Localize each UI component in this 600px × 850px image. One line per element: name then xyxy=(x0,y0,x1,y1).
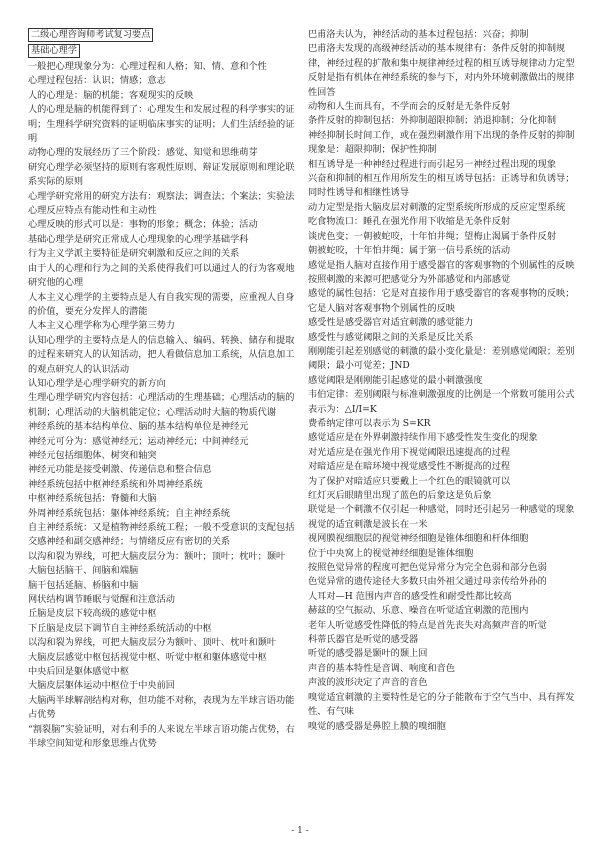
paragraph-line: 心理学研究常用的研究方法有：观察法；调查法；个案法；实验法 xyxy=(28,190,295,202)
paragraph-line: 大脑两半球解剖结构对称，但功能不对称，表现为左半球言语功能占优势 xyxy=(28,694,295,721)
paragraph-line: 科蒂氏器官是听觉的感受器 xyxy=(308,634,419,646)
paragraph-line: 人本主义心理学的主要特点是人有自我实现的需要，应重视人自身的价值，要充分发挥人的潜能 xyxy=(28,291,295,317)
paragraph-line: 研究心理学必须坚持的原则有客观性原则、辩证发展原则和理论联系实际的原则 xyxy=(28,161,295,188)
paragraph-line: 感觉适应是在外界刺激持续作用下感受性发生变化的现象 xyxy=(308,432,538,444)
paragraph-line: 对光适应是在强光作用下视觉阈限迅速提高的过程 xyxy=(308,446,511,458)
paragraph-line: 外周神经系统包括：躯体神经系统；自主神经系统 xyxy=(28,507,231,519)
paragraph-line: 感觉的属性包括：它是对直接作用于感受器官的客观事物的反映；它是人脑对客观事物个别属性的反映 xyxy=(308,288,575,314)
paragraph-line: 脑干包括延脑、桥脑和中脑 xyxy=(28,579,139,591)
paragraph-line: 由于人的心理和行为之间的关系使得我们可以通过人的行为客观地研究他的心理 xyxy=(28,262,295,289)
paragraph-line: 色觉异常的遗传途径大多数只由外祖父通过母亲传给外孙的 xyxy=(308,576,547,588)
paragraph-line: 认知心理学的主要特点是人的信息输入、编码、转换、储存和提取的过程来研究人的认知活动，把人看做信息加工系统，从信息加工的观点研究人的认识活动 xyxy=(28,334,295,375)
right-paragraphs xyxy=(308,28,576,734)
paragraph-line: 以沟和裂为界线，可把大脑皮层分为：额叶；顶叶；枕叶；颞叶 xyxy=(28,550,286,562)
paragraph-line: 声音的基本特性是音调、响度和音色 xyxy=(308,662,455,674)
paragraph-line: 兴奋和抑制的相互作用所发生的相互诱导包括：正诱导和负诱导；同时性诱导和相继性诱导 xyxy=(308,173,575,199)
section-heading: 基础心理学 xyxy=(28,44,80,58)
paragraph-line: 神经系统包括中枢神经系统和外周神经系统 xyxy=(28,478,203,490)
document-title: 二级心理咨询师考试复习要点 xyxy=(28,28,153,42)
paragraph-line: 感受性是感受器官对适宜刺激的感觉能力 xyxy=(308,317,474,329)
paragraph-line: 心理反应特点有能动性和主动性 xyxy=(28,205,157,217)
paragraph-line: 费希纳定律可以表示为 S=KR xyxy=(308,417,431,429)
paragraph-line: 神经系统的基本结构单位、脑的基本结构单位是神经元 xyxy=(28,421,249,433)
paragraph-line: 听觉的感受器是颞叶的颞上回 xyxy=(308,648,428,660)
paragraph-line: 巴甫洛夫发现的高级神经活动的基本规律有：条件反射的抑制规律，神经过程的扩散和集中规律神经过程的相互诱导规律动力定型反射是指有机体在神经系统的参与下，对内外环境刺激做出的规律性回答 xyxy=(308,43,575,98)
paragraph-line: 生理心理学研究内容包括：心理活动的生理基础；心理活动的脑的机制；心理活动的大脑机能定位；心理活动时大脑的物质代谢 xyxy=(28,392,295,418)
paragraph-line: 中枢神经系统包括：脊髓和大脑 xyxy=(28,493,157,505)
paragraph-line: 联觉是一个刺激不仅引起一种感觉，同时还引起另一种感觉的现象 xyxy=(308,504,575,516)
page-number: - 1 - xyxy=(291,826,309,836)
section-heading-line xyxy=(28,44,296,60)
paragraph-line: 人的心理是脑的机能得到了：心理发生和发展过程的科学事实的证明；生理科学研究资料的证明临床事实的证明；人们生活经验的证明 xyxy=(28,104,295,145)
paragraph-line: 大脑皮层躯体运动中枢位于中央前回 xyxy=(28,680,175,692)
paragraph-line: “割裂脑”实验证明，对右利手的人来说左半球言语功能占优势，右半球空间知觉和形象思维占优势 xyxy=(28,723,295,750)
paragraph-line: 相互诱导是一种神经过程进行而引起另一神经过程出现的现象 xyxy=(308,158,557,170)
document-title-line xyxy=(28,28,296,44)
paragraph-line: 网状结构调节睡眠与觉醒和注意活动 xyxy=(28,594,175,606)
paragraph-line: 下丘脑是皮层下调节自主神经系统活动的中枢 xyxy=(28,622,212,634)
paragraph-line: 神经元可分为：感觉神经元；运动神经元；中间神经元 xyxy=(28,435,249,447)
paragraph-line: 一般把心理现象分为：心理过程和人格；知、情、意和个性 xyxy=(28,61,267,72)
paragraph-line: 韦伯定律：差别阈限与标准刺激强度的比例是一个常数可能用公式表示为：△I/I=K xyxy=(308,389,575,415)
paragraph-line: 神经元包括细胞体、树突和轴突 xyxy=(28,449,157,461)
paragraph-line: 大脑皮层感觉中枢包括视觉中枢、听觉中枢和躯体感觉中枢 xyxy=(28,651,267,663)
paragraph-line: 吃食物流口：睡孔在强光作用下收缩是无条件反射 xyxy=(308,216,511,228)
paragraph-line: 丘脑是皮层下较高级的感觉中枢 xyxy=(28,608,157,620)
paragraph-line: 中央后回是躯体感觉中枢 xyxy=(28,666,130,678)
paragraph-line: 神经元功能是接受刺激、传递信息和整合信息 xyxy=(28,464,212,476)
paragraph-line: 声波的波形决定了声音的音色 xyxy=(308,677,428,689)
paragraph-line: 对暗适应是在暗环境中视觉感受性不断提高的过程 xyxy=(308,461,511,473)
paragraph-line: 感觉是指人脑对直接作用于感受器官的客观事物的个别属性的反映 xyxy=(308,259,575,271)
right-column xyxy=(308,28,576,734)
paragraph-line: 老年人听觉感受性降低的特点是首先丧失对高频声音的听觉 xyxy=(308,619,547,631)
paragraph-line: 嗅觉的感受器是鼻腔上膜的嗅细胞 xyxy=(308,720,446,732)
paragraph-line: 红灯灭后眼睛里出现了蓝色的后象这是负后象 xyxy=(308,490,492,501)
left-paragraphs xyxy=(28,60,296,752)
paragraph-line: 大脑包括脑干、间脑和端脑 xyxy=(28,565,139,577)
paragraph-line: 动物心理的发展经历了三个阶段：感觉、知觉和思维萌芽 xyxy=(28,147,258,159)
paragraph-line: 人耳对—H 范围内声音的感受性和耐受性都比较高 xyxy=(308,590,512,602)
paragraph-line: 神经抑制长时间工作，或在强烈刺激作用下出现的条件反射的抑制现象是：超限抑制；保护性抑制 xyxy=(308,129,575,156)
paragraph-line: 自主神经系统：又是植物神经系统工程；一般不受意识的支配包括交感神经和副交感神经；与情绪反应有密切的关系 xyxy=(28,522,295,548)
paragraph-line: 为了保护对暗适应只要戴上一个红色的眼镜就可以 xyxy=(308,475,511,487)
paragraph-line: 心理过程包括：认识；情感；意志 xyxy=(28,75,166,87)
paragraph-line: 感觉阈限是刚刚能引起感觉的最小刺激强度 xyxy=(308,374,483,386)
paragraph-line: 基础心理学是研究正常成人心理现象的心理学基础学科 xyxy=(28,233,249,245)
paragraph-line: 心理反映的形式可以是：事物的形象；概念；体验；活动 xyxy=(28,219,258,231)
paragraph-line: 嗅觉适宜刺激的主要特性是它的分子能散布于空气当中、具有挥发性、有气味 xyxy=(308,691,575,718)
paragraph-line: 视网膜视细胞层的视觉神经细胞是锥体细胞和杆体细胞 xyxy=(308,533,529,545)
paragraph-line: 以沟和裂为界线，可把大脑皮层分为额叶、顶叶、枕叶和颞叶 xyxy=(28,637,277,649)
paragraph-line: 巴甫洛夫认为，神经活动的基本过程包括：兴奋；抑制 xyxy=(308,29,529,40)
paragraph-line: 谈虎色变；一朝被蛇咬，十年怕井绳；望梅止渴属于条件反射 xyxy=(308,230,557,242)
paragraph-line: 行为主义学派主要特征是研究刺激和反应之间的关系 xyxy=(28,248,240,260)
paragraph-line: 认知心理学是心理学研究的新方向 xyxy=(28,377,166,389)
paragraph-line: 赫兹的空气振动、乐意、噪音在听觉适宜刺激的范围内 xyxy=(308,605,529,617)
paragraph-line: 人的心理是：脑的机能；客观现实的反映 xyxy=(28,89,194,101)
paragraph-line: 刚刚能引起差别感觉的刺激的最小变化量是：差别感觉阈限；差别阈限；最小可觉差；JND xyxy=(308,345,575,372)
left-column xyxy=(28,28,296,752)
paragraph-line: 动物和人生而具有，不学而会的反射是无条件反射 xyxy=(308,101,511,113)
paragraph-line: 按照色觉异常的程度可把色觉异常分为完全色弱和部分色弱 xyxy=(308,562,547,574)
paragraph-line: 动力定型是指大脑皮层对刺激的定型系统所形成的反应定型系统 xyxy=(308,201,566,213)
paragraph-line: 按照刺激的来源可把感觉分为外部感觉和内部感觉 xyxy=(308,273,511,285)
paragraph-line: 位于中央窝上的视觉神经细胞是锥体细胞 xyxy=(308,547,474,559)
paragraph-line: 感受性与感觉阈限之间的关系是反比关系 xyxy=(308,331,474,343)
paragraph-line: 视觉的适宜刺激是波长在一米 xyxy=(308,518,428,530)
paragraph-line: 人本主义心理学称为心理学第三势力 xyxy=(28,320,175,332)
paragraph-line: 条件反射的抑制包括：外抑制超限抑制；消退抑制；分化抑制 xyxy=(308,115,557,127)
paragraph-line: 朝被蛇咬，十年怕井绳；属于第一信号系统的活动 xyxy=(308,245,511,257)
